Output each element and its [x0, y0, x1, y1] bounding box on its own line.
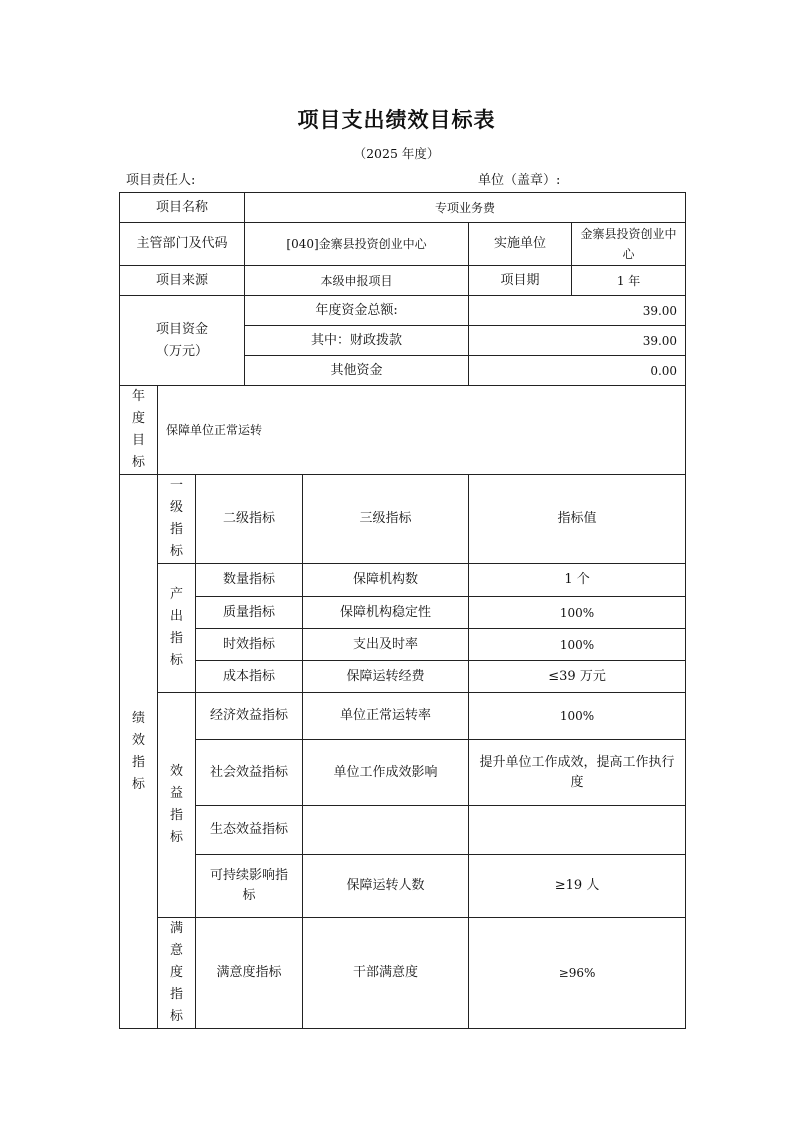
annual-goal-row: [120, 386, 686, 475]
table-row: [120, 693, 686, 740]
level3-cell: 保障运转人数: [303, 855, 469, 918]
satisfaction-indicators-label: 满意度指标: [158, 918, 196, 1029]
level2-cell: 时效指标: [196, 629, 303, 661]
project-period-label: 项目期: [469, 266, 572, 296]
fiscal-year: （2025 年度）: [353, 146, 440, 161]
funds-total-row: [120, 296, 686, 326]
project-name-value: 专项业务费: [245, 193, 686, 223]
value-header: 指标值: [469, 475, 686, 564]
source-row: [120, 266, 686, 296]
output-indicators-label: 产出指标: [158, 564, 196, 693]
table-row: [120, 855, 686, 918]
fiscal-allocation-value: 39.00: [469, 326, 686, 356]
table-row: [120, 564, 686, 597]
project-period-value: 1 年: [572, 266, 686, 296]
benefit-indicators-label: 效益指标: [158, 693, 196, 918]
value-cell: ≥96%: [469, 918, 686, 1029]
value-cell: ≤39 万元: [469, 661, 686, 693]
responsible-person-label: 项目责任人:: [126, 173, 196, 188]
level3-cell: 保障机构稳定性: [303, 597, 469, 629]
performance-target-table: [119, 192, 686, 1029]
project-source-value: 本级申报项目: [245, 266, 469, 296]
page-title: 项目支出绩效目标表: [297, 107, 496, 132]
department-row: [120, 223, 686, 266]
level3-cell: [303, 806, 469, 855]
level2-cell: 成本指标: [196, 661, 303, 693]
value-cell: 100%: [469, 693, 686, 740]
level3-cell: 单位正常运转率: [303, 693, 469, 740]
level3-cell: 支出及时率: [303, 629, 469, 661]
unit-seal-label: 单位（盖章）:: [478, 173, 561, 188]
level2-cell: 质量指标: [196, 597, 303, 629]
level2-cell: 可持续影响指标: [196, 855, 303, 918]
value-cell: 100%: [469, 597, 686, 629]
project-name-row: [120, 193, 686, 223]
project-funds-label: 项目资金（万元）: [120, 296, 245, 386]
level2-cell: 数量指标: [196, 564, 303, 597]
implementing-unit-label: 实施单位: [469, 223, 572, 266]
level2-cell: 社会效益指标: [196, 740, 303, 806]
department-label: 主管部门及代码: [120, 223, 245, 266]
table-row: [120, 740, 686, 806]
table-row: [120, 597, 686, 629]
table-row: [120, 629, 686, 661]
level3-cell: 保障运转经费: [303, 661, 469, 693]
level2-cell: 经济效益指标: [196, 693, 303, 740]
level2-cell: 满意度指标: [196, 918, 303, 1029]
level3-cell: 单位工作成效影响: [303, 740, 469, 806]
level3-header: 三级指标: [303, 475, 469, 564]
value-cell: ≥19 人: [469, 855, 686, 918]
level2-header: 二级指标: [196, 475, 303, 564]
implementing-unit-value: 金寨县投资创业中心: [572, 223, 686, 266]
value-cell: 1 个: [469, 564, 686, 597]
other-funds-value: 0.00: [469, 356, 686, 386]
project-source-label: 项目来源: [120, 266, 245, 296]
value-cell: [469, 806, 686, 855]
annual-goal-text: 保障单位正常运转: [158, 386, 686, 475]
annual-goal-label: 年度目标: [120, 386, 158, 475]
level1-header: 一级指标: [158, 475, 196, 564]
table-row: [120, 661, 686, 693]
performance-indicators-label: 绩效指标: [120, 475, 158, 1029]
table-row: [120, 918, 686, 1029]
annual-total-value: 39.00: [469, 296, 686, 326]
indicator-header-row: [120, 475, 686, 564]
project-name-label: 项目名称: [120, 193, 245, 223]
level3-cell: 干部满意度: [303, 918, 469, 1029]
level2-cell: 生态效益指标: [196, 806, 303, 855]
annual-total-label: 年度资金总额:: [245, 296, 469, 326]
fiscal-allocation-label: 其中：财政拨款: [245, 326, 469, 356]
other-funds-label: 其他资金: [245, 356, 469, 386]
value-cell: 提升单位工作成效，提高工作执行度: [469, 740, 686, 806]
department-value: [040]金寨县投资创业中心: [245, 223, 469, 266]
value-cell: 100%: [469, 629, 686, 661]
level3-cell: 保障机构数: [303, 564, 469, 597]
table-row: [120, 806, 686, 855]
